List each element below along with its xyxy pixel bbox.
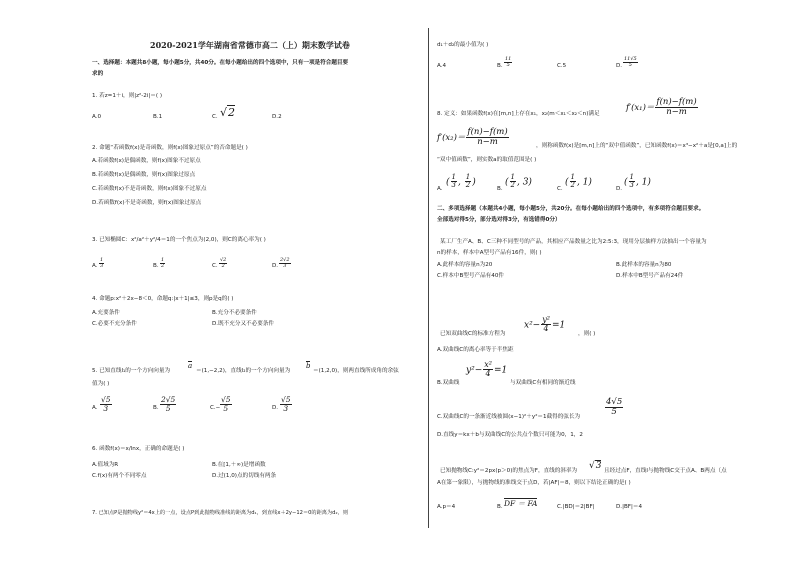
q2-option-a: A.若函数f(x)是偶函数，则f(x)图象不过原点 (92, 158, 201, 164)
q10-equation: x²− $\frac{\text{y²}}{4}$ =1 (524, 315, 566, 334)
q11-stem-part2: 且经过点F，直线l与抛物线C交于点A、B两点（点 (604, 468, 727, 474)
q10-option-b-part2: 与双曲线C有相同的渐近线 (510, 380, 576, 386)
q10-option-b-part1: B.双曲线 (437, 380, 460, 386)
q10-stem: 已知双曲线C的标准方程为 (440, 331, 506, 337)
q5-option-c: C.− (210, 405, 221, 411)
q8-option-c-interval: ( $\frac{1}{2}$ , 1) (565, 173, 592, 190)
q11-option-b-vectors: DF ＝ FA (504, 499, 538, 508)
q3-option-b-frac: $\frac{1}{2}$ (161, 257, 165, 270)
q11-option-c: C.|BD|＝2|BF| (557, 504, 595, 510)
q3-option-a: A. (92, 263, 98, 269)
q3-option-a-frac: $\frac{1}{3}$ (100, 257, 104, 270)
q6-option-c: C.f(x)有两个不同零点 (92, 473, 147, 479)
q11-slope-sqrt: √3 (589, 461, 602, 471)
q4-option-c: C.必要不充分条件 (92, 321, 137, 327)
q2-stem: 2. 命题“若函数f(x)是奇函数，则f(x)图象过原点”的否命题是( ) (92, 145, 248, 151)
q5-option-a: A. (92, 405, 98, 411)
q7-option-b-frac: $\frac{11}{5}$ (505, 56, 512, 69)
q9-option-b: B.此样本的容量n为80 (616, 262, 672, 268)
q8-stem-part1: 8. 定义：如果函数f(x)在[m,n]上存在x₁，x₂(m＜x₁＜x₂＜n)满足 (437, 111, 600, 117)
q7-option-b: B. (497, 63, 503, 69)
q11-option-a: A.p＝4 (437, 504, 456, 510)
q4-option-b: B.充分不必要条件 (212, 310, 257, 316)
q10-stem-end: ，则( ) (578, 331, 596, 337)
q9-option-c: C.样本中B型号产品有40件 (437, 273, 504, 279)
q1-option-d: D.2 (272, 114, 282, 120)
q5-stem-part1: 5. 已知直线l₁的一个方向向量为 (92, 368, 171, 374)
q8-option-b-interval: ( $\frac{1}{2}$ , 3) (505, 173, 532, 190)
q10-option-c-frac: $\frac{4√5}{5}$ (606, 397, 623, 417)
q1-stem: 1. 若z=1＋i，则|z²-2i|＝( ) (92, 93, 163, 99)
q8-option-b: B. (497, 186, 503, 192)
q5-option-b: B. (153, 405, 159, 411)
q11-stem-part3: A在第一象限），与抛物线的准线交于点D，若|AF|＝8，则以下结论正确的是( ) (437, 480, 631, 486)
q7-stem: 7. 已知点P是抛物线y²＝4x上的一点，设点P到此抛物线准线的距离为d₁，到直线x＋2y−12＝0的距离为d₂，则 (92, 510, 348, 516)
q7-option-d-frac: $\frac{11√5}{5}$ (624, 56, 637, 69)
q1-option-b: B.1 (153, 114, 163, 120)
q10-option-d: D.直线y＝kx＋b与双曲线C的公共点个数只可能为0，1，2 (437, 432, 583, 438)
q5-option-b-frac: $\frac{2√5}{5}$ (161, 395, 176, 413)
q8-condition-1: f′(x₁)＝ $\frac{f(n)-f(m)}{n-m}$ (626, 97, 697, 117)
q8-stem-part3: “双中值函数”，则实数a的取值范围是( ) (437, 157, 537, 163)
q5-option-c-frac: $\frac{√5}{5}$ (221, 395, 231, 413)
exam-title: 2020-2021学年湖南省常德市高二（上）期末数学试卷 (150, 40, 350, 50)
q8-stem-part2: ，则称函数f(x)是[m,n]上的“双中值函数”，已知函数f(x)＝x³−x²＋a是[0,a]上的 (536, 143, 738, 149)
q1-option-c-math: √2 (220, 106, 236, 119)
section2-heading-cont: 全部选对得5分，部分选对得3分，有选错得0分） (437, 217, 561, 223)
q6-option-a: A.值域为R (92, 462, 119, 468)
q2-option-d: D.若函数f(x)不是奇函数，则f(x)图象过原点 (92, 200, 202, 206)
q3-stem: 3. 已知椭圆C：x²/a²＋y²/4＝1的一个焦点为(2,0)，则C的离心率为( ) (92, 237, 266, 243)
q8-condition-2: f′(x₂)＝ $\frac{f(n)-f(m)}{n-m}$ (437, 127, 508, 147)
q7-option-d: D. (616, 63, 623, 69)
q5-option-d: D. (272, 405, 279, 411)
q2-option-c: C.若函数f(x)不是奇函数，则f(x)图象不过原点 (92, 186, 207, 192)
q10-option-c: C.双曲线C的一条渐近线被圆(x−1)²＋y²＝1截得的弦长为 (437, 414, 581, 420)
q5-stem-part4: 值为( ) (92, 381, 110, 387)
section1-heading-cont: 求的 (92, 71, 104, 77)
q11-option-d: D.|BF|＝4 (616, 504, 643, 510)
q1-option-c: C. (212, 114, 218, 120)
q1-option-a: A.0 (92, 114, 102, 120)
q4-option-a: A.充要条件 (92, 310, 120, 316)
q8-option-a: A. (437, 186, 443, 192)
q8-option-a-interval: ( $\frac{1}{3}$ , $\frac{1}{2}$ ) (446, 173, 476, 190)
q5-vector-a: a (188, 362, 193, 370)
q9-option-a: A.此样本的容量n为20 (437, 262, 493, 268)
q9-stem-part2: n的样本，样本中A型号产品有16件，则( ) (437, 250, 542, 256)
q5-option-d-frac: $\frac{√5}{3}$ (281, 395, 291, 413)
q5-stem-part2: ＝(1,−2,2)，直线l₂的一个方向向量为 (196, 368, 291, 374)
q8-option-d-interval: ( $\frac{1}{3}$ , 1) (624, 173, 651, 190)
q5-stem-part3: ＝(1,2,0)，则两直线所成角的余弦 (313, 368, 399, 374)
q3-option-d-frac: $\frac{2√2}{3}$ (280, 257, 290, 270)
q6-stem: 6. 函数f(x)＝x/lnx，正确的命题是( ) (92, 446, 185, 452)
q8-option-d: D. (616, 186, 623, 192)
q2-option-b: B.若函数f(x)是偶函数，则f(x)图象过原点 (92, 172, 196, 178)
q5-option-a-frac: $\frac{√5}{3}$ (101, 395, 111, 413)
q9-option-d: D.样本中B型号产品有24件 (616, 273, 684, 279)
q11-option-b: B. (497, 504, 503, 510)
q3-option-c: C. (212, 263, 218, 269)
section2-heading: 二、多项选择题（本题共4小题，每小题5分，共20分。在每小题给出的四个选项中，有多项符合题目要求。 (437, 206, 705, 212)
q4-stem: 4. 命题p:x²＋2x−8＜0，命题q:|x＋1|≤3，则p是q的( ) (92, 296, 234, 302)
q9-stem-part1: 某工厂生产A、B、C三种不同型号的产品，其相应产品数量之比为2:5:3，现用分层抽样方法抽出一个容量为 (440, 239, 707, 245)
q4-option-d: D.既不充分又不必要条件 (212, 321, 275, 327)
q7-option-c: C.5 (557, 63, 567, 69)
q10-option-a: A.双曲线C的离心率等于半焦距 (437, 347, 514, 353)
column-divider (428, 28, 429, 528)
q6-option-b: B.在[1,＋∞)是增函数 (212, 462, 266, 468)
q10-option-b-equation: y²− $\frac{\text{x²}}{4}$ =1 (466, 360, 508, 379)
q7-stem-cont: d₁＋d₂的最小值为( ) (437, 42, 489, 48)
q3-option-d: D. (272, 263, 279, 269)
q3-option-b: B. (153, 263, 159, 269)
q5-vector-b: b (306, 362, 311, 370)
q3-option-c-frac: $\frac{√2}{2}$ (220, 257, 227, 270)
q11-stem-part1: 已知抛物线C:y²＝2px(p＞0)的焦点为F，直线的斜率为 (440, 468, 578, 474)
q8-option-c: C. (557, 186, 563, 192)
q7-option-a: A.4 (437, 63, 447, 69)
q6-option-d: D.过(1,0)点的切线有两条 (212, 473, 277, 479)
section1-heading: 一、选择题：本题共8小题，每小题5分，共40分。在每小题给出的四个选项中，只有一项是符合题目要 (92, 60, 349, 66)
